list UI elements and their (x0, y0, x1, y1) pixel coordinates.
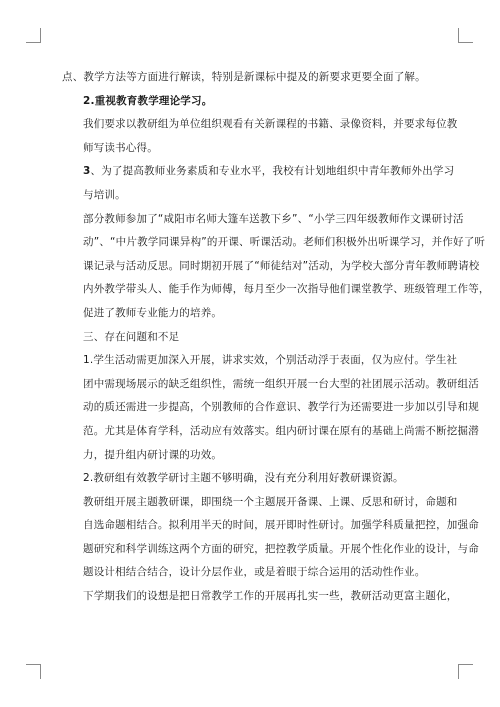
text-line (62, 66, 440, 90)
text-line (62, 278, 490, 302)
line-text: 促进了教师专业能力的培养。 (83, 306, 223, 319)
text-line (62, 561, 440, 585)
line-text: 题研究和科学训练这两个方面的研究，把控教学质量。开展个性化作业的设计，与命 (83, 542, 479, 555)
text-line (62, 90, 440, 114)
line-text: 题设计相结合结合，设计分层作业，或是着眼于综合运用的活动性作业。 (83, 566, 426, 579)
text-line (62, 467, 440, 491)
paragraph (62, 90, 440, 114)
paragraph (62, 160, 455, 207)
text-line (62, 302, 440, 326)
line-text: 动的质还需进一步提高，个别教师的合作意识、教学行为还需要进一步加以引导和规 (83, 401, 479, 414)
paragraph (62, 66, 440, 90)
line-text: 动”、“中片教学同课异构”的开课、听课活动。老师们积极外出听课学习，并作好了听 (83, 236, 486, 249)
paragraph (62, 208, 490, 326)
paragraph (62, 326, 440, 350)
line-text: 、为了提高教师业务素质和专业水平，我校有计划地组织中青年教师外出学习 (90, 165, 455, 178)
line-text: 内外教学带头人、能手作为师傅，每月至少一次指导他们课堂教学、班级管理工作等， (83, 283, 490, 296)
line-text: 师写读书心得。 (83, 141, 158, 154)
text-line (62, 208, 464, 232)
paragraph (62, 467, 440, 491)
text-line (62, 231, 486, 255)
paragraph (62, 491, 479, 585)
line-text: 1.学生活动需更加深入开展，讲求实效，个别活动浮于表面，仅为应付。学生社 (83, 354, 458, 367)
crop-mark-top-left (26, 28, 41, 43)
text-line (62, 137, 440, 161)
text-line (62, 255, 480, 279)
text-line (62, 514, 479, 538)
text-line (62, 396, 479, 420)
line-text: 教研组开展主题教研课，即围绕一个主题展开备课、上课、反思和研讨，命题和 (83, 495, 458, 508)
text-line (62, 373, 479, 397)
document-body (62, 66, 490, 609)
item-number: 3 (83, 165, 91, 178)
line-text: 2.教研组有效教学研讨主题不够明确，没有充分利用好教研课资源。 (83, 472, 404, 485)
line-text: 自选命题相结合。拟利用半天的时间，展开即时性研讨。加强学科质量把控，加强命 (83, 519, 479, 532)
line-text: 课记录与活动反思。同时期初开展了“师徒结对”活动，为学校大部分青年教师聘请校 (83, 259, 480, 272)
crop-mark-bottom-right (458, 664, 473, 679)
text-line (62, 585, 458, 609)
line-text: 与培训。 (83, 188, 126, 201)
paragraph (62, 349, 479, 467)
text-line (62, 491, 458, 515)
text-line (62, 538, 479, 562)
text-line (62, 349, 458, 373)
line-text: 下学期我们的设想是把日常教学工作的开展再扎实一些，教研活动更富主题化， (83, 590, 458, 603)
line-text: 我们要求以教研组为单位组织观看有关新课程的书籍、录像资料，并要求每位教 (83, 118, 458, 131)
line-text: 团中需现场展示的缺乏组织性，需统一组织开展一台大型的社团展示活动。教研组活 (83, 377, 479, 390)
line-text: 点、教学方法等方面进行解读，特别是新课标中提及的新要求更要全面了解。 (62, 71, 426, 83)
line-text: 三、存在问题和不足 (83, 330, 180, 343)
text-line (62, 184, 440, 208)
text-line (62, 420, 479, 444)
paragraph (62, 113, 458, 160)
crop-mark-top-right (458, 28, 473, 43)
line-text: 重视教育教学理论学习。 (94, 94, 213, 107)
text-line (62, 113, 458, 137)
text-line (62, 444, 440, 468)
crop-mark-bottom-left (26, 664, 41, 679)
text-line (62, 160, 455, 184)
line-text: 范。尤其是体育学科，活动应有效落实。组内研讨课在原有的基础上尚需不断挖掘潜 (83, 424, 479, 437)
text-line (62, 326, 440, 350)
line-text: 部分教师参加了“咸阳市名师大篷车送教下乡”、“小学三四年级教师作文课研讨活 (83, 212, 464, 225)
item-number: 2. (83, 94, 95, 107)
line-text: 力，提升组内研讨课的功效。 (83, 448, 223, 461)
paragraph (62, 585, 458, 609)
